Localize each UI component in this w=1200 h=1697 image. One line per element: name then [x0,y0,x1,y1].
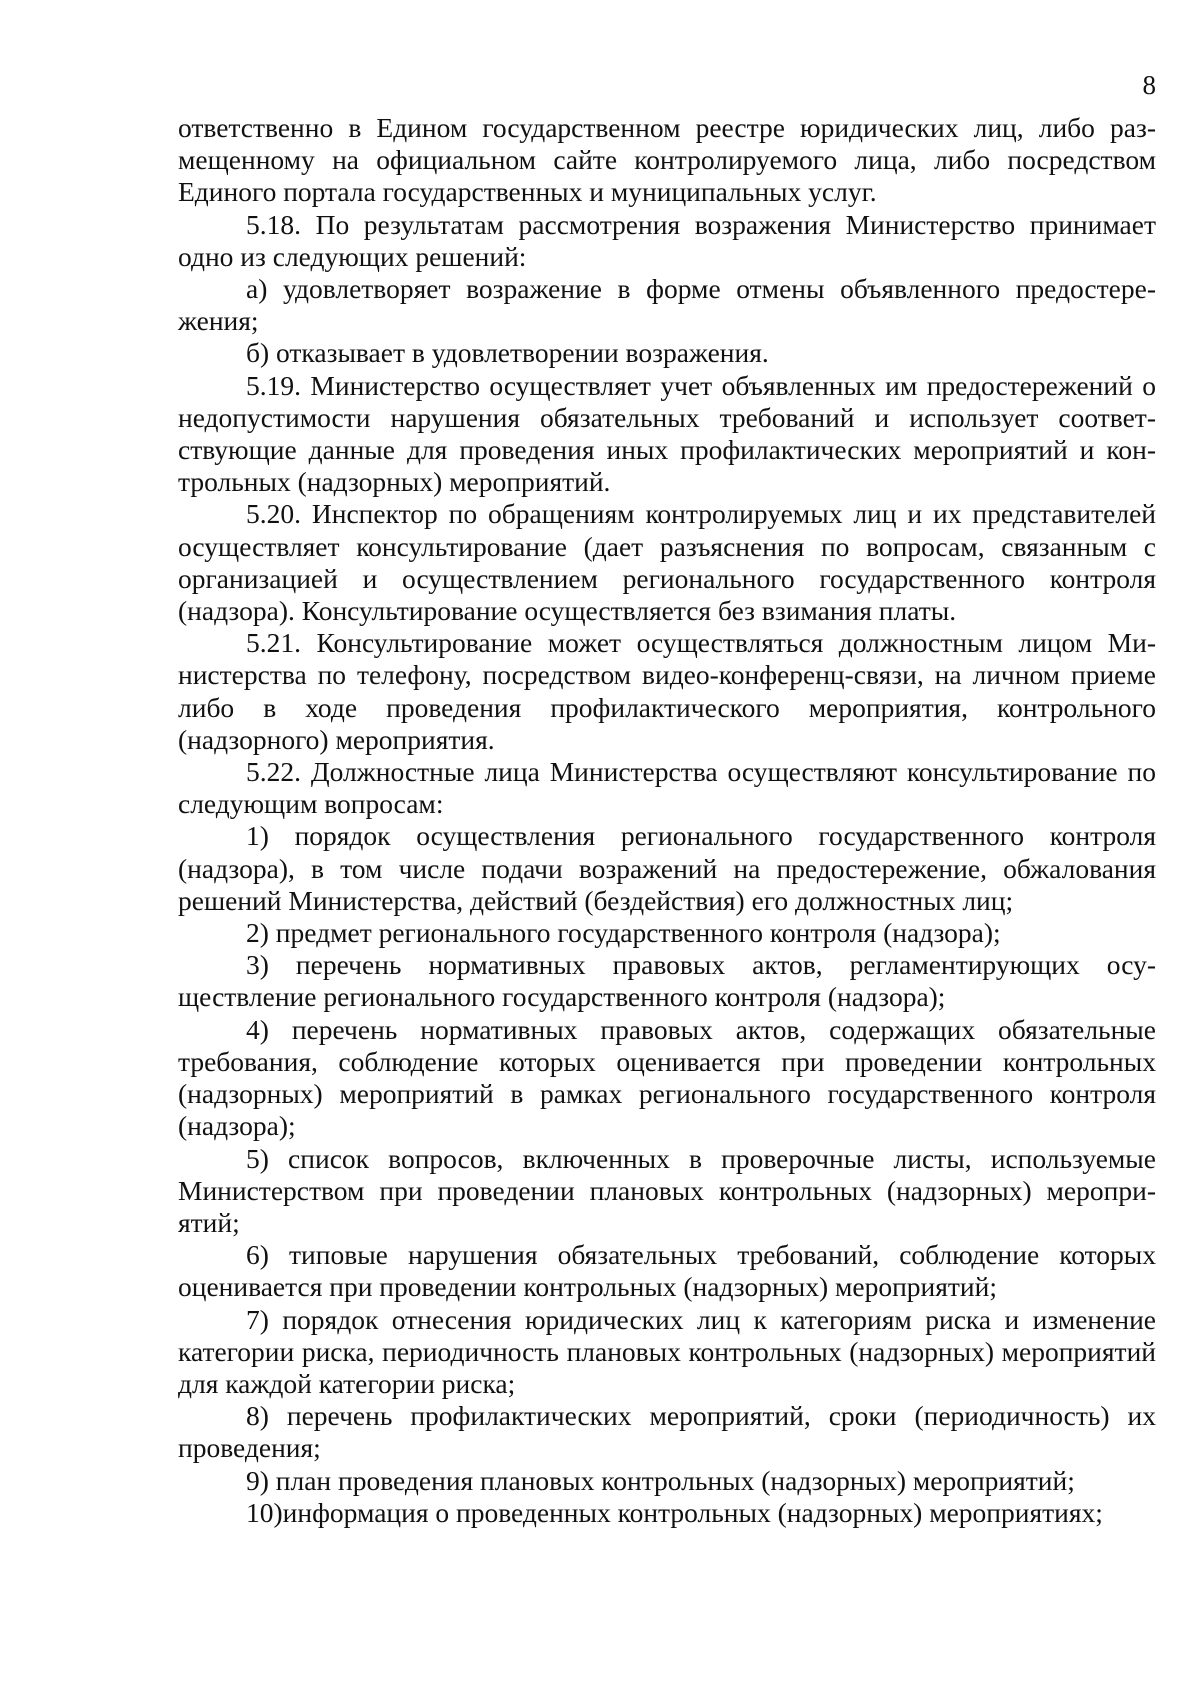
list-item-4: 4) перечень нормативных правовых актов, содержащих обязательные требования, соблюдение которых оценивается при проведении контрольных (надзорных) мероприятий в рамках регионального государственного контроля (надзора); [178,1013,1156,1142]
list-item-6: 6) типовые нарушения обязательных требований, соблюдение которых оценивается при проведении контрольных (надзорных) мероприятий; [178,1239,1156,1303]
list-item-2: 2) предмет регионального государственного контроля (надзора); [246,917,1001,949]
paragraph-5-18: 5.18. По результатам рассмотрения возражения Министерство принимает одно из следующих решений: [178,208,1156,272]
paragraph-continuation: ответственно в Едином государственном реестре юридических лиц, либо размещенному на официальном сайте контролируемого лица, либо посредством Единого портала государственных и муниципальных услуг. [178,112,1156,208]
list-item-10: 10)информация о проведенных контрольных (надзорных) мероприятиях; [246,1496,1103,1528]
list-item-a: а) удовлетворяет возражение в форме отмены объявленного предостережения; [178,273,1156,337]
paragraph-5-21: 5.21. Консультирование может осуществляться должностным лицом Министерства по телефону, посредством видео-конференц-связи, на личном приеме либо в ходе проведения профилактического мероприятия, контрольного (надзорного) мероприятия. [178,627,1156,755]
list-item-1: 1) порядок осуществления регионального государственного контроля (надзора), в том числе подачи возражений на предостережение, обжалования решений Министерства, действий (бездействия) его должностных лиц; [178,820,1156,916]
page-number: 8 [1142,70,1156,100]
list-item-5: 5) список вопросов, включенных в проверочные листы, используемые Министерством при проведении плановых контрольных (надзорных) мероприятий; [178,1142,1156,1238]
list-item-8: 8) перечень профилактических мероприятий, сроки (периодичность) их проведения; [178,1400,1156,1464]
paragraph-5-19: 5.19. Министерство осуществляет учет объявленных им предостережений о недопустимости нарушения обязательных требований и использует соответствующие данные для проведения иных профилактических мероприятий и контрольных (надзорных) мероприятий. [178,369,1156,498]
paragraph-5-22: 5.22. Должностные лица Министерства осуществляют консультирование по следующим вопросам: [178,756,1156,820]
list-item-b: б) отказывает в удовлетворении возражения. [246,337,769,369]
list-item-3: 3) перечень нормативных правовых актов, регламентирующих осуществление регионального государственного контроля (надзора); [178,949,1156,1013]
paragraph-5-20: 5.20. Инспектор по обращениям контролируемых лиц и их представителей осуществляет консультирование (дает разъяснения по вопросам, связанным с организацией и осуществлением регионального государственного контроля (надзора). Консультирование осуществляется без взимания платы. [178,498,1156,627]
list-item-7: 7) порядок отнесения юридических лиц к категориям риска и изменение категории риска, периодичность плановых контрольных (надзорных) мероприятий для каждой категории риска; [178,1303,1156,1399]
document-body [178,112,1156,1529]
list-item-9: 9) план проведения плановых контрольных (надзорных) мероприятий; [246,1464,1075,1496]
